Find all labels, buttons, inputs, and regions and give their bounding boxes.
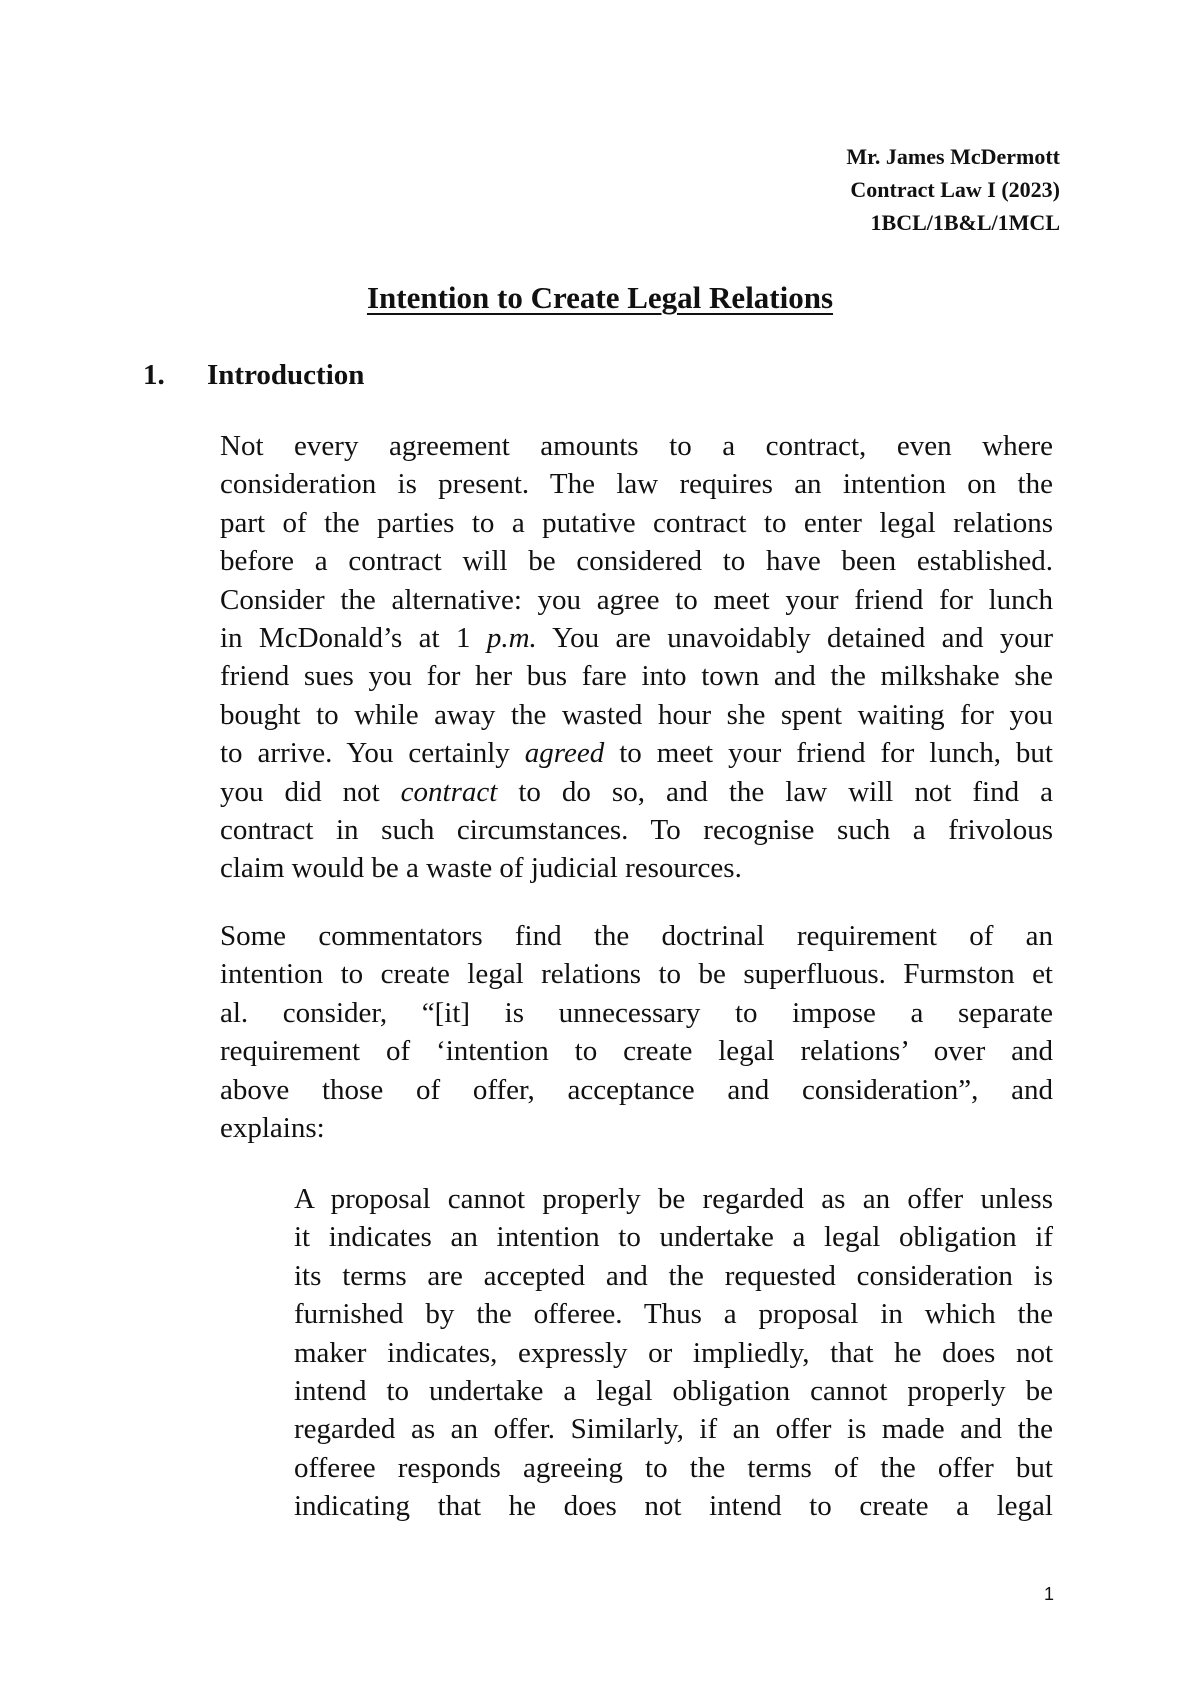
paragraph-line: [220, 773, 1053, 811]
paragraph-line: requirement of ‘intention to create legal relations’ over and: [220, 1035, 1053, 1068]
line-text: to arrive. You certainly: [220, 737, 525, 770]
paragraph-line: claim would be a waste of judicial resources.: [220, 852, 742, 885]
paragraph-line: Not every agreement amounts to a contract, even where: [220, 430, 1053, 462]
section-heading: [143, 359, 364, 392]
paragraph-line: Some commentators find the doctrinal requirement of an: [220, 920, 1053, 952]
line-text: to do so, and the law will not find a: [497, 775, 1053, 808]
header-course-codes: 1BCL/1B&L/1MCL: [870, 210, 1060, 235]
page-number: 1: [1043, 1584, 1054, 1604]
line-text: you did not: [220, 775, 401, 808]
quote-line: its terms are accepted and the requested consideration is: [294, 1259, 1053, 1292]
intro-paragraph: [220, 427, 1053, 888]
paragraph-line: intention to create legal relations to be superfluous. Furmston et: [220, 958, 1053, 991]
paragraph-line: friend sues you for her bus fare into town and the milkshake she: [220, 660, 1053, 693]
line-text: to meet your friend for lunch, but: [604, 737, 1053, 770]
paragraph-line: al. consider, “[it] is unnecessary to impose a separate: [220, 996, 1053, 1029]
section-number: 1.: [143, 359, 165, 391]
header-course: Contract Law I (2023): [850, 177, 1060, 202]
paragraph-line: consideration is present. The law requires an intention on the: [220, 468, 1053, 501]
section-title: Introduction: [207, 359, 365, 391]
paragraph-line: part of the parties to a putative contract to enter legal relations: [220, 506, 1053, 539]
document-title: Intention to Create Legal Relations: [366, 280, 834, 315]
paragraph-line: [220, 734, 1053, 772]
emphasis-text: p.m.: [486, 622, 537, 655]
header-author: Mr. James McDermott: [846, 144, 1060, 169]
line-text: in McDonald’s at 1: [220, 622, 487, 655]
emphasis-text: contract: [400, 775, 498, 808]
paragraph-line: bought to while away the wasted hour she spent waiting for you: [220, 698, 1053, 731]
quote-line: it indicates an intention to undertake a legal obligation if: [294, 1221, 1053, 1254]
paragraph-line: [220, 619, 1053, 657]
quote-line: offeree responds agreeing to the terms of the offer but: [294, 1451, 1053, 1484]
emphasis-text: agreed: [524, 737, 605, 770]
quote-line: indicating that he does not intend to create a legal: [294, 1490, 1053, 1523]
paragraph-line: before a contract will be considered to have been established.: [220, 545, 1053, 578]
paragraph-line: Consider the alternative: you agree to meet your friend for lunch: [220, 583, 1053, 616]
commentators-paragraph: [220, 917, 1053, 1147]
quote-line: regarded as an offer. Similarly, if an offer is made and the: [294, 1413, 1053, 1446]
document-header: [846, 140, 1060, 239]
paragraph-line: above those of offer, acceptance and consideration”, and: [220, 1073, 1053, 1106]
quote-line: A proposal cannot properly be regarded as an offer unless: [294, 1183, 1053, 1215]
block-quote: [294, 1180, 1053, 1526]
paragraph-line: explains:: [220, 1112, 325, 1145]
quote-line: maker indicates, expressly or impliedly, that he does not: [294, 1336, 1053, 1369]
quote-line: intend to undertake a legal obligation cannot properly be: [294, 1375, 1053, 1408]
paragraph-line: contract in such circumstances. To recognise such a frivolous: [220, 814, 1053, 847]
line-text: You are unavoidably detained and your: [536, 622, 1053, 655]
quote-line: furnished by the offeree. Thus a proposal in which the: [294, 1298, 1053, 1331]
